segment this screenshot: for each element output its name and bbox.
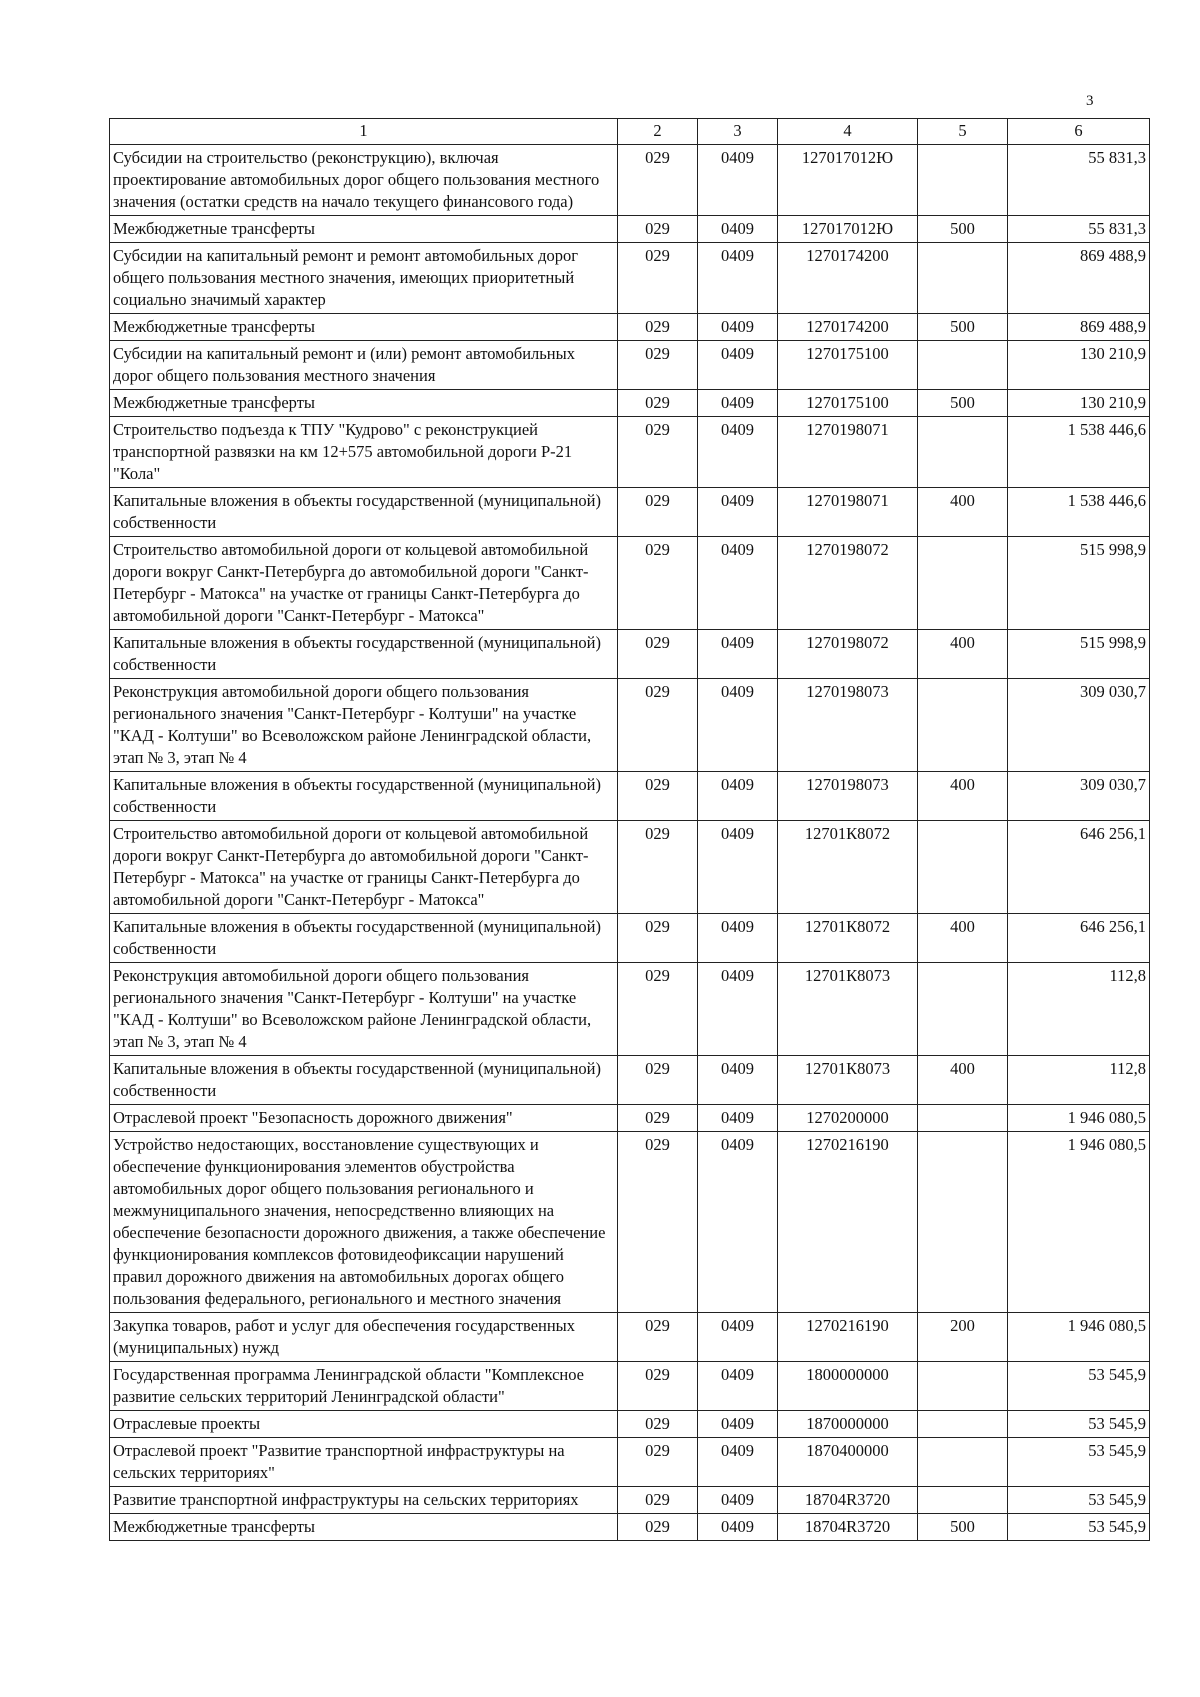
target-article-code: 1270198072 — [778, 537, 918, 630]
table-row — [110, 216, 1150, 243]
amount: 646 256,1 — [1008, 914, 1150, 963]
amount: 646 256,1 — [1008, 821, 1150, 914]
ministry-code: 029 — [618, 914, 698, 963]
ministry-code: 029 — [618, 314, 698, 341]
expense-type-code — [918, 341, 1008, 390]
column-number: 6 — [1008, 119, 1150, 145]
target-article-code: 1270198071 — [778, 417, 918, 488]
ministry-code: 029 — [618, 772, 698, 821]
target-article-code: 18704R3720 — [778, 1514, 918, 1541]
section-code: 0409 — [698, 145, 778, 216]
row-name: Межбюджетные трансферты — [110, 390, 618, 417]
column-number: 1 — [110, 119, 618, 145]
expense-type-code: 500 — [918, 390, 1008, 417]
row-name: Субсидии на капитальный ремонт и (или) ремонт автомобильных дорог общего пользования местного значения — [110, 341, 618, 390]
section-code: 0409 — [698, 1105, 778, 1132]
row-name: Межбюджетные трансферты — [110, 216, 618, 243]
expense-type-code — [918, 1487, 1008, 1514]
amount: 1 538 446,6 — [1008, 417, 1150, 488]
section-code: 0409 — [698, 417, 778, 488]
expense-type-code: 400 — [918, 630, 1008, 679]
target-article-code: 1270175100 — [778, 390, 918, 417]
row-name: Капитальные вложения в объекты государственной (муниципальной) собственности — [110, 772, 618, 821]
amount: 309 030,7 — [1008, 679, 1150, 772]
table-row — [110, 1056, 1150, 1105]
table-row — [110, 1362, 1150, 1411]
row-name: Субсидии на капитальный ремонт и ремонт автомобильных дорог общего пользования местного значения, имеющих приоритетный социально значимый характер — [110, 243, 618, 314]
row-name: Закупка товаров, работ и услуг для обеспечения государственных (муниципальных) нужд — [110, 1313, 618, 1362]
table-row — [110, 243, 1150, 314]
section-code: 0409 — [698, 488, 778, 537]
section-code: 0409 — [698, 1056, 778, 1105]
target-article-code: 1870400000 — [778, 1438, 918, 1487]
section-code: 0409 — [698, 1487, 778, 1514]
ministry-code: 029 — [618, 216, 698, 243]
target-article-code: 1270198073 — [778, 679, 918, 772]
table-row — [110, 1411, 1150, 1438]
expense-type-code — [918, 145, 1008, 216]
section-code: 0409 — [698, 1132, 778, 1313]
expense-type-code: 400 — [918, 488, 1008, 537]
target-article-code: 12701К8073 — [778, 1056, 918, 1105]
expense-type-code — [918, 1132, 1008, 1313]
row-name: Государственная программа Ленинградской области "Комплексное развитие сельских территорий Ленинградской области" — [110, 1362, 618, 1411]
row-name: Устройство недостающих, восстановление существующих и обеспечение функционирования элементов обустройства автомобильных дорог общего пользования регионального и межмуниципального значения, непосредственно влияющих на обеспечение безопасности дорожного движения, а также обеспечение функционирования комплексов фотовидеофиксации нарушений правил дорожного движения на автомобильных дорогах общего пользования федерального, регионального и местного значения — [110, 1132, 618, 1313]
ministry-code: 029 — [618, 243, 698, 314]
target-article-code: 1870000000 — [778, 1411, 918, 1438]
ministry-code: 029 — [618, 1411, 698, 1438]
table-row — [110, 630, 1150, 679]
section-code: 0409 — [698, 1313, 778, 1362]
table-row — [110, 1132, 1150, 1313]
row-name: Развитие транспортной инфраструктуры на сельских территориях — [110, 1487, 618, 1514]
amount: 112,8 — [1008, 963, 1150, 1056]
expense-type-code: 500 — [918, 216, 1008, 243]
amount: 55 831,3 — [1008, 145, 1150, 216]
amount: 1 946 080,5 — [1008, 1132, 1150, 1313]
amount: 309 030,7 — [1008, 772, 1150, 821]
section-code: 0409 — [698, 243, 778, 314]
target-article-code: 1270198072 — [778, 630, 918, 679]
expense-type-code — [918, 679, 1008, 772]
amount: 130 210,9 — [1008, 341, 1150, 390]
amount: 1 538 446,6 — [1008, 488, 1150, 537]
table-row — [110, 772, 1150, 821]
column-number: 4 — [778, 119, 918, 145]
target-article-code: 1270198071 — [778, 488, 918, 537]
table-row — [110, 1487, 1150, 1514]
table-row — [110, 1313, 1150, 1362]
section-code: 0409 — [698, 314, 778, 341]
row-name: Межбюджетные трансферты — [110, 1514, 618, 1541]
ministry-code: 029 — [618, 1514, 698, 1541]
section-code: 0409 — [698, 390, 778, 417]
amount: 53 545,9 — [1008, 1487, 1150, 1514]
column-number: 2 — [618, 119, 698, 145]
table-row — [110, 1514, 1150, 1541]
amount: 1 946 080,5 — [1008, 1313, 1150, 1362]
target-article-code: 1270200000 — [778, 1105, 918, 1132]
section-code: 0409 — [698, 1362, 778, 1411]
ministry-code: 029 — [618, 963, 698, 1056]
target-article-code: 1800000000 — [778, 1362, 918, 1411]
target-article-code: 1270175100 — [778, 341, 918, 390]
expense-type-code — [918, 243, 1008, 314]
table-row — [110, 145, 1150, 216]
ministry-code: 029 — [618, 341, 698, 390]
ministry-code: 029 — [618, 1362, 698, 1411]
target-article-code: 12701К8072 — [778, 821, 918, 914]
expense-type-code — [918, 821, 1008, 914]
amount: 53 545,9 — [1008, 1362, 1150, 1411]
section-code: 0409 — [698, 963, 778, 1056]
table-row — [110, 314, 1150, 341]
ministry-code: 029 — [618, 1056, 698, 1105]
row-name: Строительство автомобильной дороги от кольцевой автомобильной дороги вокруг Санкт-Петербурга до автомобильной дороги "Санкт-Петербург - Матокса" на участке от границы Санкт-Петербурга до автомобильной дороги "Санкт-Петербург - Матокса" — [110, 821, 618, 914]
target-article-code: 127017012Ю — [778, 216, 918, 243]
target-article-code: 18704R3720 — [778, 1487, 918, 1514]
target-article-code: 12701К8073 — [778, 963, 918, 1056]
column-number-row — [110, 119, 1150, 145]
table-row — [110, 537, 1150, 630]
ministry-code: 029 — [618, 537, 698, 630]
row-name: Отраслевой проект "Развитие транспортной инфраструктуры на сельских территориях" — [110, 1438, 618, 1487]
ministry-code: 029 — [618, 630, 698, 679]
amount: 869 488,9 — [1008, 314, 1150, 341]
expense-type-code — [918, 417, 1008, 488]
expense-type-code: 500 — [918, 314, 1008, 341]
expense-type-code — [918, 963, 1008, 1056]
ministry-code: 029 — [618, 1105, 698, 1132]
ministry-code: 029 — [618, 145, 698, 216]
table-row — [110, 488, 1150, 537]
expense-type-code: 200 — [918, 1313, 1008, 1362]
amount: 515 998,9 — [1008, 630, 1150, 679]
section-code: 0409 — [698, 537, 778, 630]
table-row — [110, 679, 1150, 772]
table-row — [110, 914, 1150, 963]
row-name: Реконструкция автомобильной дороги общего пользования регионального значения "Санкт-Петербург - Колтуши" на участке "КАД - Колтуши" во Всеволожском районе Ленинградской области, этап № 3, этап № 4 — [110, 963, 618, 1056]
table-row — [110, 1105, 1150, 1132]
target-article-code: 1270216190 — [778, 1132, 918, 1313]
table-row — [110, 1438, 1150, 1487]
row-name: Капитальные вложения в объекты государственной (муниципальной) собственности — [110, 914, 618, 963]
column-number: 5 — [918, 119, 1008, 145]
table-row — [110, 963, 1150, 1056]
row-name: Межбюджетные трансферты — [110, 314, 618, 341]
section-code: 0409 — [698, 772, 778, 821]
ministry-code: 029 — [618, 679, 698, 772]
expense-type-code — [918, 1411, 1008, 1438]
ministry-code: 029 — [618, 1438, 698, 1487]
section-code: 0409 — [698, 630, 778, 679]
amount: 130 210,9 — [1008, 390, 1150, 417]
amount: 53 545,9 — [1008, 1514, 1150, 1541]
section-code: 0409 — [698, 216, 778, 243]
section-code: 0409 — [698, 341, 778, 390]
page-number: 3 — [1086, 93, 1094, 109]
ministry-code: 029 — [618, 1313, 698, 1362]
row-name: Капитальные вложения в объекты государственной (муниципальной) собственности — [110, 1056, 618, 1105]
table-row — [110, 390, 1150, 417]
row-name: Капитальные вложения в объекты государственной (муниципальной) собственности — [110, 630, 618, 679]
expense-type-code: 400 — [918, 914, 1008, 963]
section-code: 0409 — [698, 914, 778, 963]
target-article-code: 1270174200 — [778, 314, 918, 341]
table-row — [110, 341, 1150, 390]
target-article-code: 1270174200 — [778, 243, 918, 314]
expense-type-code — [918, 1438, 1008, 1487]
target-article-code: 1270216190 — [778, 1313, 918, 1362]
ministry-code: 029 — [618, 390, 698, 417]
expense-type-code: 400 — [918, 772, 1008, 821]
amount: 55 831,3 — [1008, 216, 1150, 243]
row-name: Субсидии на строительство (реконструкцию), включая проектирование автомобильных дорог общего пользования местного значения (остатки средств на начало текущего финансового года) — [110, 145, 618, 216]
target-article-code: 12701К8072 — [778, 914, 918, 963]
amount: 53 545,9 — [1008, 1438, 1150, 1487]
row-name: Реконструкция автомобильной дороги общего пользования регионального значения "Санкт-Петербург - Колтуши" на участке "КАД - Колтуши" во Всеволожском районе Ленинградской области, этап № 3, этап № 4 — [110, 679, 618, 772]
expense-type-code: 500 — [918, 1514, 1008, 1541]
ministry-code: 029 — [618, 417, 698, 488]
expense-type-code — [918, 1362, 1008, 1411]
section-code: 0409 — [698, 1514, 778, 1541]
row-name: Отраслевой проект "Безопасность дорожного движения" — [110, 1105, 618, 1132]
amount: 112,8 — [1008, 1056, 1150, 1105]
expense-type-code — [918, 537, 1008, 630]
amount: 869 488,9 — [1008, 243, 1150, 314]
table-row — [110, 417, 1150, 488]
row-name: Капитальные вложения в объекты государственной (муниципальной) собственности — [110, 488, 618, 537]
target-article-code: 127017012Ю — [778, 145, 918, 216]
row-name: Отраслевые проекты — [110, 1411, 618, 1438]
row-name: Строительство подъезда к ТПУ "Кудрово" с реконструкцией транспортной развязки на км 12+575 автомобильной дороги Р-21 "Кола" — [110, 417, 618, 488]
ministry-code: 029 — [618, 1487, 698, 1514]
ministry-code: 029 — [618, 821, 698, 914]
ministry-code: 029 — [618, 1132, 698, 1313]
section-code: 0409 — [698, 1411, 778, 1438]
budget-table — [109, 118, 1150, 1541]
table-row — [110, 821, 1150, 914]
amount: 515 998,9 — [1008, 537, 1150, 630]
expense-type-code — [918, 1105, 1008, 1132]
section-code: 0409 — [698, 821, 778, 914]
amount: 1 946 080,5 — [1008, 1105, 1150, 1132]
row-name: Строительство автомобильной дороги от кольцевой автомобильной дороги вокруг Санкт-Петербурга до автомобильной дороги "Санкт-Петербург - Матокса" на участке от границы Санкт-Петербурга до автомобильной дороги "Санкт-Петербург - Матокса" — [110, 537, 618, 630]
section-code: 0409 — [698, 679, 778, 772]
amount: 53 545,9 — [1008, 1411, 1150, 1438]
expense-type-code: 400 — [918, 1056, 1008, 1105]
section-code: 0409 — [698, 1438, 778, 1487]
column-number: 3 — [698, 119, 778, 145]
target-article-code: 1270198073 — [778, 772, 918, 821]
ministry-code: 029 — [618, 488, 698, 537]
